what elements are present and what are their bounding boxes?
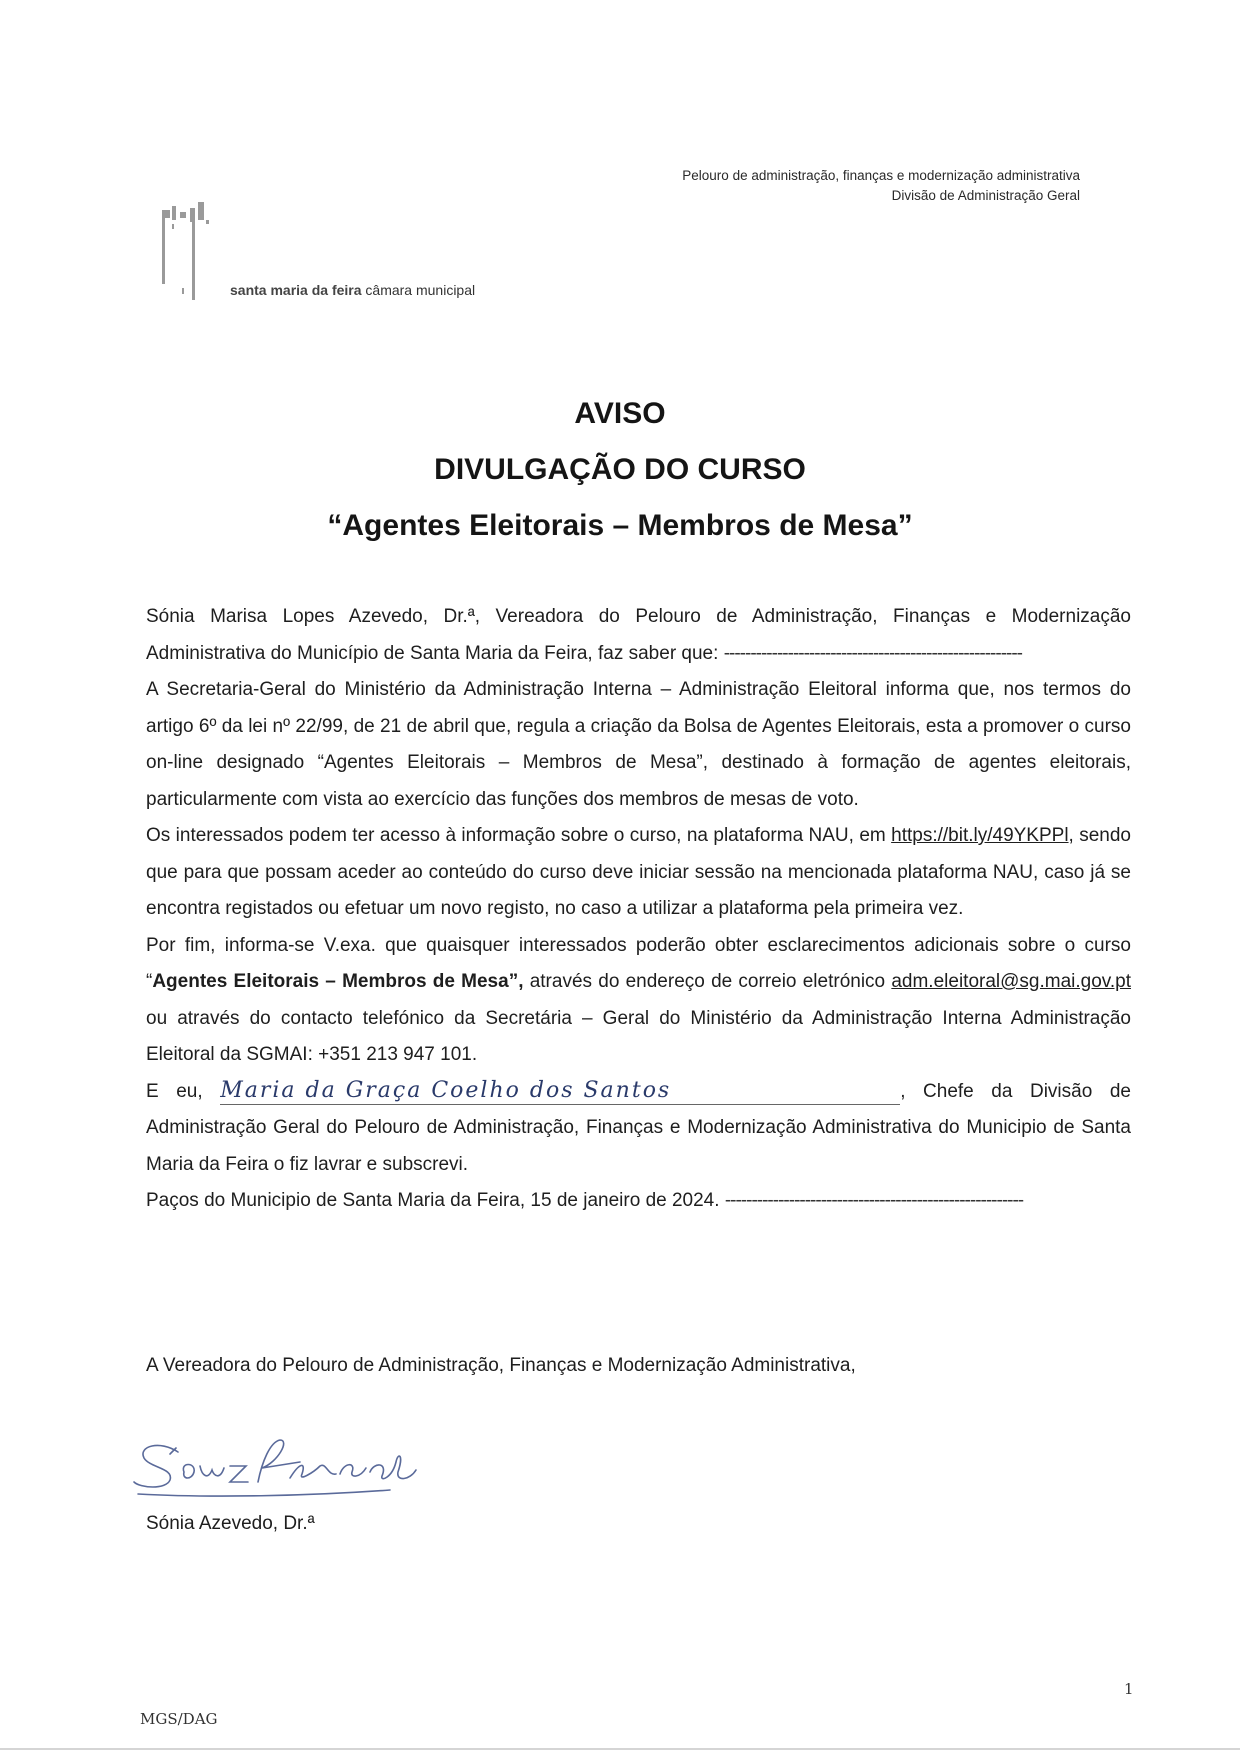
date-text: Paços do Municipio de Santa Maria da Feira, 15 de janeiro de 2024.	[146, 1190, 720, 1211]
municipal-logo	[160, 202, 760, 312]
email-link[interactable]: adm.eleitoral@sg.mai.gov.pt	[891, 971, 1131, 992]
header-department-block	[560, 166, 1080, 206]
signer-name: Sónia Azevedo, Dr.ª	[146, 1513, 315, 1534]
logo-name-rest: câmara municipal	[365, 282, 476, 298]
intro-text: Sónia Marisa Lopes Azevedo, Dr.ª, Vereadora do Pelouro de Administração, Finanças e Modernização Administrativa do Município de Santa Maria da Feira, faz saber que:	[146, 606, 1131, 664]
course-link[interactable]: https://bit.ly/49YKPPl	[891, 825, 1069, 846]
intro-dashes: --------------------------------------------------------	[723, 642, 1023, 664]
subscription-text-before: E eu,	[146, 1080, 221, 1102]
contact-course-name: Agentes Eleitorais – Membros de Mesa”,	[152, 971, 524, 992]
access-text-before: Os interessados podem ter acesso à informação sobre o curso, na plataforma NAU, em	[146, 825, 892, 846]
page-number: 1	[1124, 1680, 1134, 1698]
footer-reference: MGS/DAG	[140, 1710, 218, 1728]
title-divulgacao: DIVULGAÇÃO DO CURSO	[434, 453, 806, 486]
header-department: Pelouro de administração, finanças e modernização administrativa	[682, 168, 1080, 183]
header-division: Divisão de Administração Geral	[891, 188, 1080, 203]
paragraph-intro	[146, 599, 1131, 672]
title-course-name: “Agentes Eleitorais – Membros de Mesa”	[327, 509, 913, 542]
contact-text-after: ou através do contacto telefónico da Secretária – Geral do Ministério da Administração Interna Administração Eleitoral da SGMAI: +351 213 947 101.	[146, 1007, 1131, 1065]
date-dashes: --------------------------------------------------------	[724, 1190, 1024, 1211]
logo-text	[230, 282, 475, 298]
title-aviso: AVISO	[574, 397, 666, 430]
contact-text-middle: através do endereço de correio eletrónico	[523, 971, 892, 992]
subscription-text-after: , Chefe da Divisão de Administração Geral do Pelouro de Administração, Finanças e Modernização Administrativa do Municipio de Santa Maria da Feira o fiz lavrar e subscrevi.	[146, 1080, 1131, 1175]
paragraph-contact	[146, 928, 1131, 1074]
contact-text-before: Por fim, informa-se V.exa. que quaisquer interessados poderão obter esclarecimentos adicionais sobre o curso “	[146, 934, 1131, 992]
paragraph-access	[146, 818, 1131, 928]
signature-image	[130, 1432, 440, 1502]
closing-line: A Vereadora do Pelouro de Administração, Finanças e Modernização Administrativa,	[146, 1355, 856, 1376]
scan-edge-line	[0, 1748, 1240, 1750]
paragraph-subscription	[146, 1074, 1131, 1184]
paragraph-secretaria: A Secretaria-Geral do Ministério da Administração Interna – Administração Eleitoral informa que, nos termos do artigo 6º da lei nº 22/99, de 21 de abril que, regula a criação da Bolsa de Agentes Eleitorais, esta a promover o curso on-line designado “Agentes Eleitorais – Membros de Mesa”, destinado à formação de agentes eleitorais, particularmente com vista ao exercício das funções dos membros de mesas de voto.	[146, 679, 1131, 810]
document-body	[146, 599, 1131, 1220]
logo-name-bold: santa maria da feira	[230, 282, 362, 298]
castle-icon	[160, 202, 232, 302]
access-text-after: , sendo que para que possam aceder ao conteúdo do curso deve iniciar sessão na mencionada plataforma NAU, caso já se encontra registados ou efetuar um novo registo, no caso a utilizar a plataforma pela primeira vez.	[146, 825, 1131, 919]
paragraph-date	[146, 1183, 1131, 1220]
handwritten-name: Maria da Graça Coelho dos Santos	[220, 1078, 900, 1105]
document-title	[0, 386, 1240, 554]
